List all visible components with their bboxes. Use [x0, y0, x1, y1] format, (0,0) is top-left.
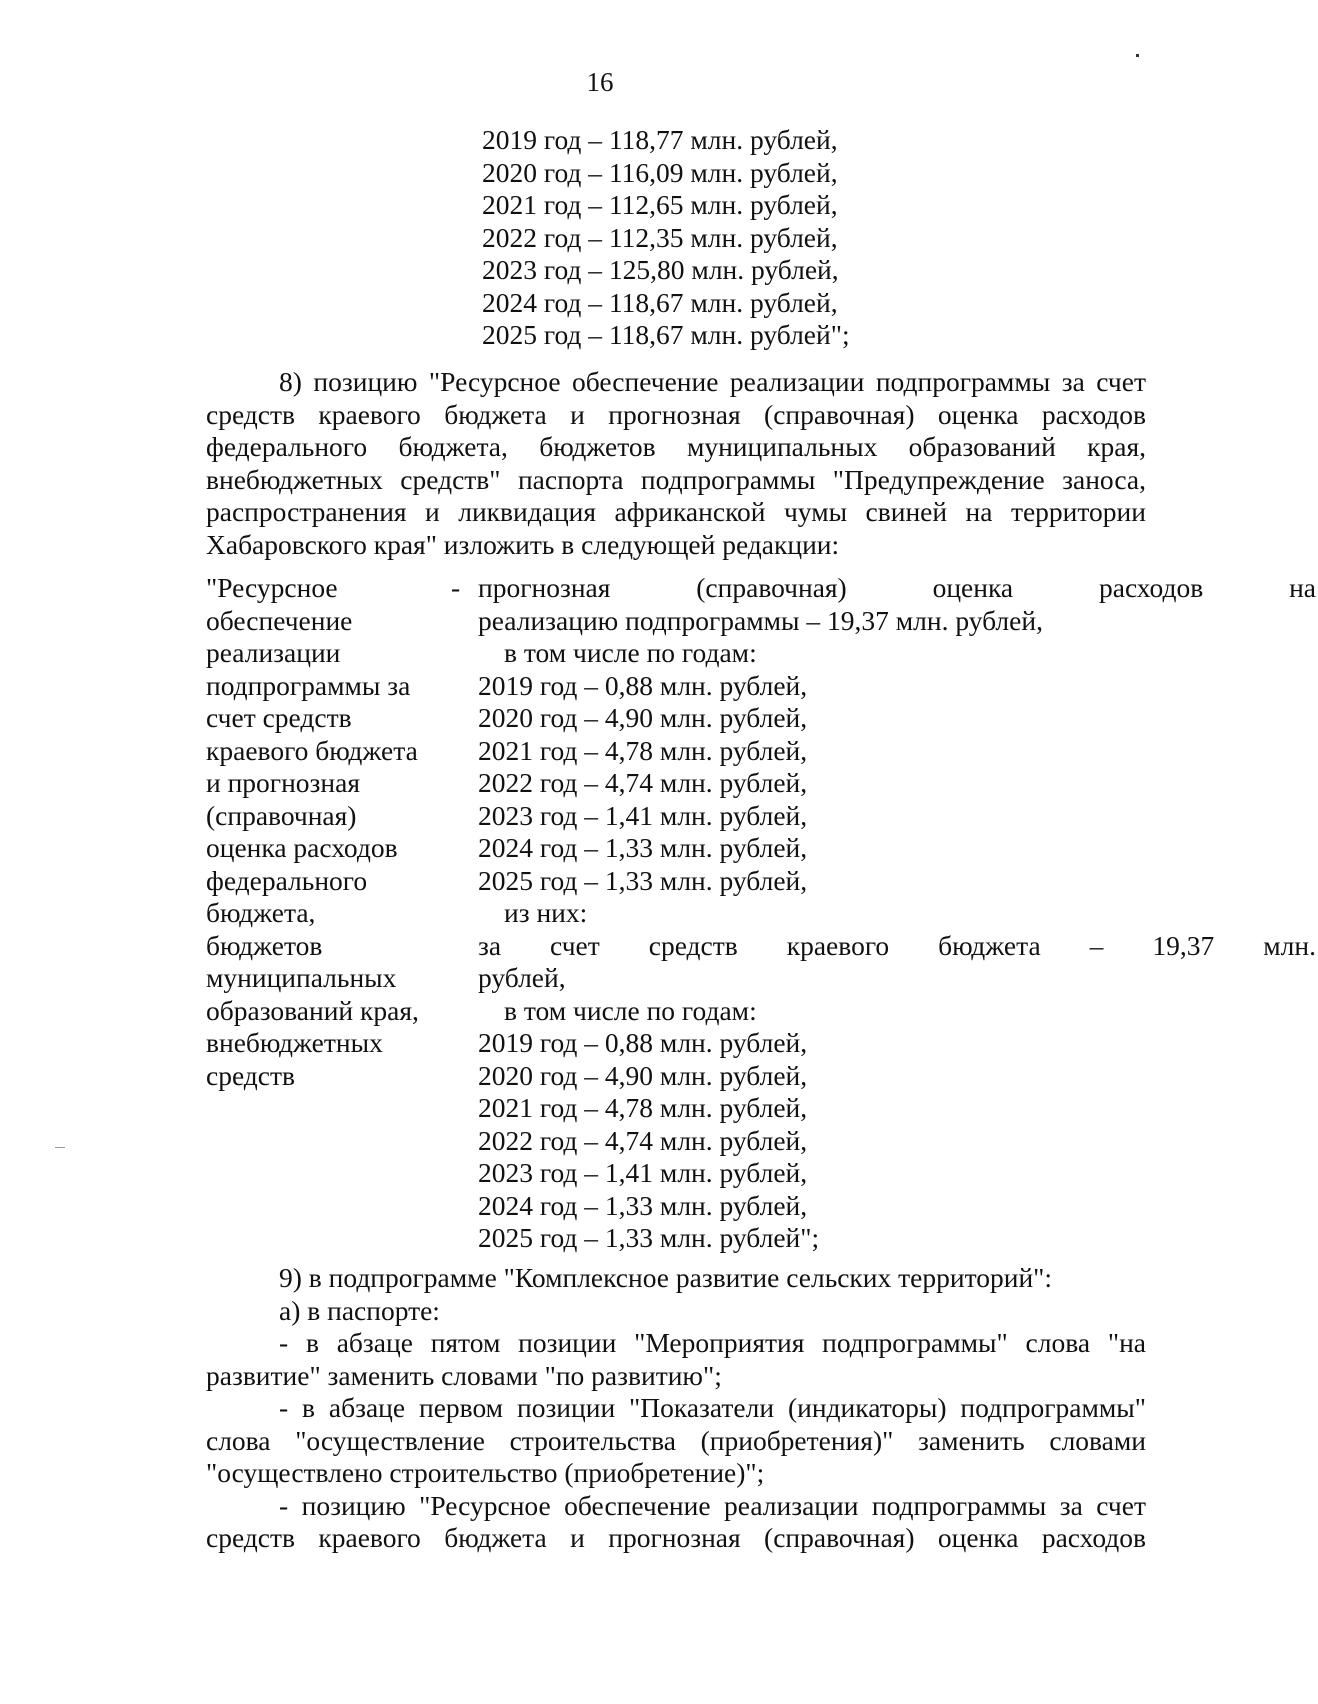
paragraph-line: средств краевого бюджета и прогнозная (справочная) оценка расходов — [206, 398, 1146, 430]
paragraph-line: слова "осуществление строительства (приобретения)" заменить словами — [206, 1424, 1146, 1456]
value-line: 2023 год – 1,41 млн. рублей, — [478, 1157, 808, 1188]
value-line: 2023 год – 1,41 млн. рублей, — [478, 799, 808, 831]
value-line: за счет средств краевого бюджета – 19,37 млн. — [478, 929, 1316, 961]
funding-years-list — [482, 124, 850, 352]
label-line: подпрограммы за — [206, 669, 411, 701]
separator-dash: - — [451, 572, 461, 603]
paragraph-line: 9) в подпрограмме "Комплексное развитие сельских территорий": — [279, 1262, 1053, 1293]
label-line: реализации — [206, 637, 341, 668]
label-line: образований края, — [206, 994, 419, 1026]
label-line: внебюджетных — [206, 1027, 383, 1058]
label-line: и прогнозная — [206, 767, 360, 798]
value-line: реализацию подпрограммы – 19,37 млн. рублей, — [478, 604, 1043, 636]
paragraph-line: - позицию "Ресурсное обеспечение реализации подпрограммы за счет — [279, 1489, 1146, 1521]
label-line: средств — [206, 1059, 295, 1091]
paragraph-line: Хабаровского края" изложить в следующей редакции: — [206, 528, 840, 560]
paragraph-line: федерального бюджета, бюджетов муниципальных образований края, — [206, 431, 1146, 462]
list-item: 2023 год – 125,80 млн. рублей, — [482, 254, 839, 285]
value-line: из них: — [504, 897, 588, 928]
label-line: муниципальных — [206, 962, 397, 993]
scan-mark — [55, 1147, 65, 1148]
value-line: 2019 год – 0,88 млн. рублей, — [478, 669, 808, 701]
paragraph-item-8 — [206, 366, 1146, 561]
list-item: 2022 год – 112,35 млн. рублей, — [482, 221, 838, 253]
value-line: 2024 год – 1,33 млн. рублей, — [478, 832, 808, 863]
paragraph-line: 8) позицию "Ресурсное обеспечение реализации подпрограммы за счет — [279, 366, 1146, 397]
table-value-column — [478, 572, 1318, 1255]
label-line: оценка расходов — [206, 832, 398, 863]
value-line: 2020 год – 4,90 млн. рублей, — [478, 702, 808, 733]
value-line: 2021 год – 4,78 млн. рублей, — [478, 1092, 808, 1123]
list-item: 2021 год – 112,65 млн. рублей, — [482, 189, 838, 220]
label-line: бюджетов — [206, 929, 323, 961]
label-line: бюджета, — [206, 897, 316, 928]
label-line: краевого бюджета — [206, 734, 418, 766]
page-number: 16 — [586, 67, 614, 97]
label-line: обеспечение — [206, 604, 353, 636]
scan-mark — [1136, 54, 1139, 57]
label-line: счет средств — [206, 702, 352, 733]
list-item: 2019 год – 118,77 млн. рублей, — [482, 124, 838, 155]
value-line: в том числе по годам: — [504, 994, 757, 1026]
paragraph-line: а) в паспорте: — [279, 1294, 440, 1326]
value-line: прогнозная (справочная) оценка расходов на — [478, 572, 1316, 603]
paragraph-line: - в абзаце пятом позиции "Мероприятия подпрограммы" слова "на — [279, 1327, 1146, 1358]
paragraph-line: "осуществлено строительство (приобретение)"; — [206, 1457, 765, 1488]
value-line: в том числе по годам: — [504, 637, 757, 668]
paragraph-line: внебюджетных средств" паспорта подпрограммы "Предупреждение заноса, — [206, 463, 1146, 495]
paragraph-line: распространения и ликвидация африканской чумы свиней на территории — [206, 496, 1146, 527]
label-line: "Ресурсное — [206, 572, 338, 603]
value-line: 2020 год – 4,90 млн. рублей, — [478, 1059, 808, 1091]
value-line: 2021 год – 4,78 млн. рублей, — [478, 734, 808, 766]
list-item: 2020 год – 116,09 млн. рублей, — [482, 156, 838, 188]
list-item: 2024 год – 118,67 млн. рублей, — [482, 286, 838, 318]
paragraph-item-9 — [206, 1262, 1146, 1555]
paragraph-line: - в абзаце первом позиции "Показатели (индикаторы) подпрограммы" — [279, 1392, 1146, 1423]
value-line: 2019 год – 0,88 млн. рублей, — [478, 1027, 808, 1058]
table-label-column — [206, 572, 436, 1092]
paragraph-line: средств краевого бюджета и прогнозная (справочная) оценка расходов — [206, 1522, 1146, 1553]
value-line: рублей, — [478, 962, 566, 993]
value-line: 2025 год – 1,33 млн. рублей"; — [478, 1222, 820, 1253]
value-line: 2022 год – 4,74 млн. рублей, — [478, 1124, 808, 1156]
paragraph-line: развитие" заменить словами "по развитию"; — [206, 1359, 722, 1391]
value-line: 2022 год – 4,74 млн. рублей, — [478, 767, 808, 798]
value-line: 2025 год – 1,33 млн. рублей, — [478, 864, 808, 896]
label-line: федерального — [206, 864, 368, 896]
value-line: 2024 год – 1,33 млн. рублей, — [478, 1189, 808, 1221]
list-item: 2025 год – 118,67 млн. рублей"; — [482, 319, 850, 350]
label-line: (справочная) — [206, 799, 357, 831]
